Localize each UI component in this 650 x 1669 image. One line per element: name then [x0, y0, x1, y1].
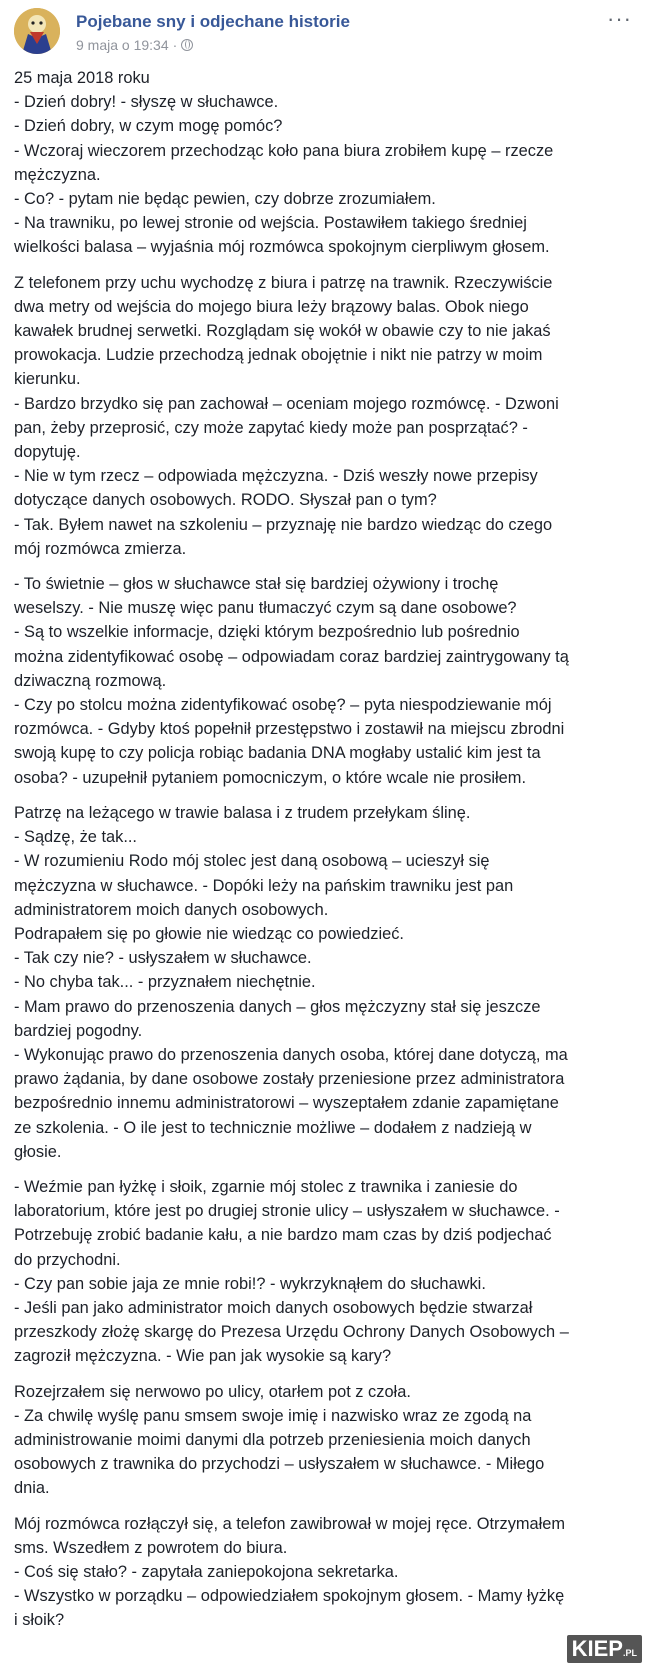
post-text-line: 25 maja 2018 roku	[14, 69, 150, 87]
post-text-line: - Czy po stolcu można zidentyfikować osobę? – pyta niespodziewanie mój	[14, 696, 552, 715]
post-text-line: Z telefonem przy uchu wychodzę z biura i patrzę na trawnik. Rzeczywiście	[14, 273, 553, 292]
post-paragraph	[14, 66, 634, 260]
post-paragraph	[14, 1512, 634, 1633]
post-text-line: wielkości balasa – wyjaśnia mój rozmówca spokojnym cierpliwym głosem.	[14, 238, 550, 257]
post-text-line: - Nie w tym rzecz – odpowiada mężczyzna. - Dziś weszły nowe przepisy	[14, 467, 538, 486]
post-text-line: bezpośrednio innemu administratorowi – wyszeptałem zdanie zapamiętane	[14, 1094, 559, 1113]
post-text-line: laboratorium, które jest po drugiej stronie ulicy – usłyszałem w słuchawce. -	[14, 1202, 560, 1221]
post-paragraph	[14, 271, 634, 561]
post-text-line: - Za chwilę wyślę panu smsem swoje imię i nazwisko wraz ze zgodą na	[14, 1406, 532, 1425]
post-text-line: - Tak. Byłem nawet na szkoleniu – przyznaję nie bardzo wiedząc do czego	[14, 515, 553, 534]
post-text-line: kierunku.	[14, 370, 81, 389]
post-text-line: - Czy pan sobie jaja ze mnie robi!? - wykrzyknąłem do słuchawki.	[14, 1274, 486, 1293]
post-paragraph	[14, 801, 634, 1164]
post-text-line: zagroził mężczyzna. - Wie pan jak wysokie są kary?	[14, 1347, 392, 1366]
post-text-line: prawo żądania, by dane osobowe zostały przeniesione przez administratora	[14, 1070, 565, 1089]
post-text-line: - Tak czy nie? - usłyszałem w słuchawce.	[14, 949, 312, 968]
post-text-line: przeszkody złożę skargę do Prezesa Urzędu Ochrony Danych Osobowych –	[14, 1323, 569, 1342]
post-text-line: - Są to wszelkie informacje, dzięki którym bezpośrednio lub pośrednio	[14, 623, 520, 642]
post-text-line: można zidentyfikować osobę – odpowiadam coraz bardziej zaintrygowany tą	[14, 647, 569, 666]
post-text-line: Potrzebuję zrobić badanie kału, a nie bardzo mam czas by dziś podjechać	[14, 1226, 552, 1245]
post-paragraph	[14, 1175, 634, 1369]
post-text-line: ze szkolenia. - O ile jest to technicznie możliwe – dodałem z nadzieją w	[14, 1118, 532, 1137]
post-timestamp[interactable]: 9 maja o 19:34	[76, 37, 169, 53]
post-text-line: - To świetnie – głos w słuchawce stał się bardziej ożywiony i trochę	[14, 575, 499, 594]
post-meta	[76, 37, 193, 53]
post-text-line: dziwaczną rozmową.	[14, 671, 167, 690]
post-text-line: sms. Wszedłem z powrotem do biura.	[14, 1538, 288, 1557]
post-text-line: - Bardzo brzydko się pan zachował – oceniam mojego rozmówcę. - Dzwoni	[14, 394, 559, 413]
post-text-line: i słoik?	[14, 1611, 65, 1630]
post-text-line: - Jeśli pan jako administrator moich danych osobowych będzie stwarzał	[14, 1298, 533, 1317]
post-text	[14, 66, 634, 1644]
post-text-line: Mój rozmówca rozłączył się, a telefon zawibrował w mojej ręce. Otrzymałem	[14, 1514, 566, 1533]
post-text-line: osobowych z trawnika do przychodzi – usłyszałem w słuchawce. - Miłego	[14, 1455, 545, 1474]
post-text-line: mężczyzna w słuchawce. - Dopóki leży na pańskim trawniku jest pan	[14, 876, 514, 895]
post-text-line: - Dzień dobry! - słyszę w słuchawce.	[14, 93, 279, 112]
post-text-line: dotyczące danych osobowych. RODO. Słyszał pan o tym?	[14, 491, 437, 510]
post-text-line: Podrapałem się po głowie nie wiedząc co powiedzieć.	[14, 924, 404, 943]
post-text-line: swoją kupę to czy policja robiąc badania DNA mogłaby ustalić kim jest ta	[14, 744, 541, 763]
post-text-line: Patrzę na leżącego w trawie balasa i z trudem przełykam ślinę.	[14, 803, 471, 822]
post-text-line: - Weźmie pan łyżkę i słoik, zgarnie mój stolec z trawnika i zaniesie do	[14, 1177, 518, 1196]
post-text-line: osoba? - uzupełnił pytaniem pomocniczym, o które wcale nie prosiłem.	[14, 768, 526, 787]
post-text-line: mężczyzna.	[14, 165, 101, 184]
post-text-line: administratorem moich danych osobowych.	[14, 900, 329, 919]
post-text-line: - Coś się stało? - zapytała zaniepokojona sekretarka.	[14, 1562, 399, 1581]
post-text-line: - W rozumieniu Rodo mój stolec jest daną osobową – ucieszył się	[14, 852, 490, 871]
post-text-line: - Sądzę, że tak...	[14, 828, 137, 847]
watermark-main: KIEP	[571, 1636, 623, 1661]
post-text-line: głosie.	[14, 1142, 62, 1161]
post-text-line: - No chyba tak... - przyznałem niechętnie.	[14, 973, 316, 992]
post-text-line: kawałek brudnej serwetki. Rozglądam się wokół w obawie czy to nie jakaś	[14, 322, 551, 341]
post-paragraph	[14, 1380, 634, 1501]
post-text-line: - Wczoraj wieczorem przechodząc koło pana biura zrobiłem kupę – rzecze	[14, 141, 554, 160]
post-text-line: weselszy. - Nie muszę więc panu tłumaczyć czym są dane osobowe?	[14, 599, 517, 618]
more-options-icon[interactable]: ···	[607, 6, 632, 31]
post-text-line: administrowanie moimi danymi dla potrzeb przeniesienia moich danych	[14, 1430, 531, 1449]
post-text-line: dwa metry od wejścia do mojego biura leży brązowy balas. Obok niego	[14, 297, 529, 316]
post-header	[14, 6, 640, 62]
post-text-line: - Wykonując prawo do przenoszenia danych osoba, której dane dotyczą, ma	[14, 1045, 568, 1064]
post-text-line: dopytuję.	[14, 443, 81, 462]
post-text-line: - Wszystko w porządku – odpowiedziałem spokojnym głosem. - Mamy łyżkę	[14, 1587, 565, 1606]
meta-separator: ·	[172, 37, 178, 53]
post-text-line: do przychodni.	[14, 1250, 121, 1269]
post-text-line: bardziej pogodny.	[14, 1021, 143, 1040]
post-text-line: dnia.	[14, 1479, 50, 1498]
post-text-line: mój rozmówca zmierza.	[14, 539, 187, 558]
watermark-suffix: .PL	[622, 1648, 637, 1658]
post-text-line: pan, żeby przeprosić, czy może zapytać kiedy może pan posprzątać? -	[14, 418, 528, 437]
post-text-line: prowokacja. Ludzie przechodzą jednak obojętnie i nikt nie patrzy w moim	[14, 346, 543, 365]
post-text-line: Rozejrzałem się nerwowo po ulicy, otarłem pot z czoła.	[14, 1382, 411, 1401]
post-text-line: - Co? - pytam nie będąc pewien, czy dobrze zrozumiałem.	[14, 190, 436, 209]
kiep-watermark-logo	[567, 1635, 642, 1663]
page-avatar[interactable]	[14, 8, 60, 54]
post-paragraph	[14, 572, 634, 790]
page-name-link[interactable]: Pojebane sny i odjechane historie	[76, 12, 350, 31]
post-text-line: - Na trawniku, po lewej stronie od wejścia. Postawiłem takiego średniej	[14, 214, 527, 233]
post-text-line: - Mam prawo do przenoszenia danych – głos mężczyzny stał się jeszcze	[14, 997, 541, 1016]
post-text-line: rozmówca. - Gdyby ktoś popełnił przestępstwo i zostawił na miejscu zbrodni	[14, 720, 565, 739]
globe-icon	[181, 39, 193, 51]
post-text-line: - Dzień dobry, w czym mogę pomóc?	[14, 117, 283, 136]
